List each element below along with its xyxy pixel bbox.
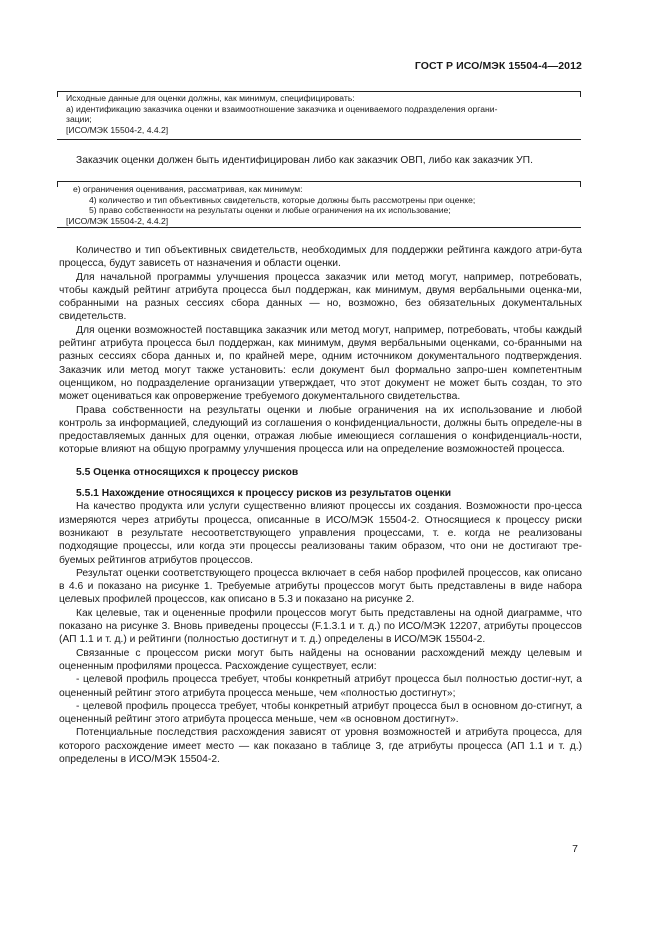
paragraph: Для оценки возможностей поставщика заказчик или метод могут, например, потребовать, чтобы каждый рейтинг атрибута процесса был поддержан, как минимум, двумя вербальными оценками, со-бранными на разных сессиях сбора данных и, по крайней мере, одним источником документального подтверждения. Заказчик или метод могут также установить: если документ был формально запро-шен компетентным оценщиком, но подразделение организации утверждает, что этот документ не может быть создан, то это может оцениваться как опровержение требуемого документального свидетельства. <box>59 324 582 403</box>
paragraph: Права собственности на результаты оценки и любые ограничения на их использование и любой контроль за информацией, следующий из соглашения о конфиденциальности, должны быть определе-ны в предоставляемых данных для оценки, отражая любые имеющиеся соглашения о конфиденциаль-ности, которые влияют на общую программу улучшения процесса или на определение возможностей процесса. <box>59 404 582 456</box>
paragraph: Как целевые, так и оцененные профили процессов могут быть представлены на одной диаграмме, что показано на рисунке 3. Вновь приведены процессы (F.1.3.1 и т. д.) по ИСО/МЭК 12207, атрибуты процессов (АП 1.1 и т. д.) и рейтинги (полностью достигнут и т. д.) определены в ИСО/МЭК 15504-2. <box>59 607 582 646</box>
paragraph: На качество продукта или услуги существенно влияют процессы их создания. Возможности про-цесса измеряются через атрибуты процесса, описанные в ИСО/МЭК 15504-2. Относящиеся к процессу риски возникают в результате несоответствующего управления процессами, т. е. когда не реализованы подходящие процессы, или когда эти процессы реализованы таким образом, что они не достигают тре-буемых рейтингов атрибутов процессов. <box>59 501 582 566</box>
paragraph: Результат оценки соответствующего процесса включает в себя набор профилей процессов, как описано в 4.6 и показано на рисунке 1. Требуемые атрибуты процессов могут быть представлены в виде набора целевых профилей процессов, как описано в 5.3 и показано на рисунке 2. <box>59 567 582 606</box>
quote-line: Исходные данные для оценки должны, как минимум, специфицировать: <box>66 93 355 103</box>
subsection-heading: 5.5.1 Нахождение относящихся к процессу рисков из результатов оценки <box>76 488 452 500</box>
quote-line: 5) право собственности на результаты оценки и любые ограничения на их использование; <box>89 205 451 216</box>
standard-header: ГОСТ Р ИСО/МЭК 15504-4—2012 <box>414 60 582 72</box>
quote-reference: [ИСО/МЭК 15504-2, 4.4.2] <box>66 124 169 135</box>
paragraph: Связанные с процессом риски могут быть найдены на основании расхождений между целевым и оцененным профилями процесса. Расхождение существует, если: <box>59 647 582 672</box>
page-number: 7 <box>572 843 578 855</box>
quote-box-constraints <box>57 181 581 228</box>
paragraph: Количество и тип объективных свидетельств, необходимых для поддержки рейтинга каждого атри-бута процесса, будут зависеть от назначения и области оценки. <box>59 245 582 270</box>
list-item: - целевой профиль процесса требует, чтобы конкретный атрибут процесса был полностью достиг-нут, а оцененный рейтинг этого атрибута процесса меньше, чем «полностью достигнут»; <box>59 674 582 699</box>
body-text <box>59 244 582 766</box>
quote-reference: [ИСО/МЭК 15504-2, 4.4.2] <box>66 215 169 226</box>
quote-line: 4) количество и тип объективных свидетельств, которые должны быть рассмотрены при оценке; <box>89 194 476 205</box>
quote-line: зации; <box>66 114 92 125</box>
customer-identification-note: Заказчик оценки должен быть идентифицирован либо как заказчик ОВП, либо как заказчик УП. <box>76 155 533 166</box>
quote-line: а) идентификацию заказчика оценки и взаимоотношение заказчика и оцениваемого подразделения органи- <box>66 103 498 114</box>
paragraph: Потенциальные последствия расхождения зависят от уровня возможностей и атрибута процесса, для которого расхождение имеет место — как показано в таблице 3, где атрибуты процесса (АП 1.1 и т. д.) определены в ИСО/МЭК 15504-2. <box>59 727 582 765</box>
section-heading: 5.5 Оценка относящихся к процессу рисков <box>76 466 299 478</box>
quote-line: е) ограничения оценивания, рассматривая, как минимум: <box>73 184 303 194</box>
paragraph: Для начальной программы улучшения процесса заказчик или метод могут, например, потребовать, чтобы каждый рейтинг атрибута процесса был поддержан, как минимум, двумя вербальными оценка-ми, собранными на разных сессиях сбора данных — но, возможно, без обязательных документальных свидетельств. <box>59 271 582 323</box>
quote-box-requirements <box>57 91 581 140</box>
list-item: - целевой профиль процесса требует, чтобы конкретный атрибут процесса был в основном до-стигнут, а оцененный рейтинг этого атрибута процесса меньше, чем «в основном достигнут». <box>59 700 582 726</box>
